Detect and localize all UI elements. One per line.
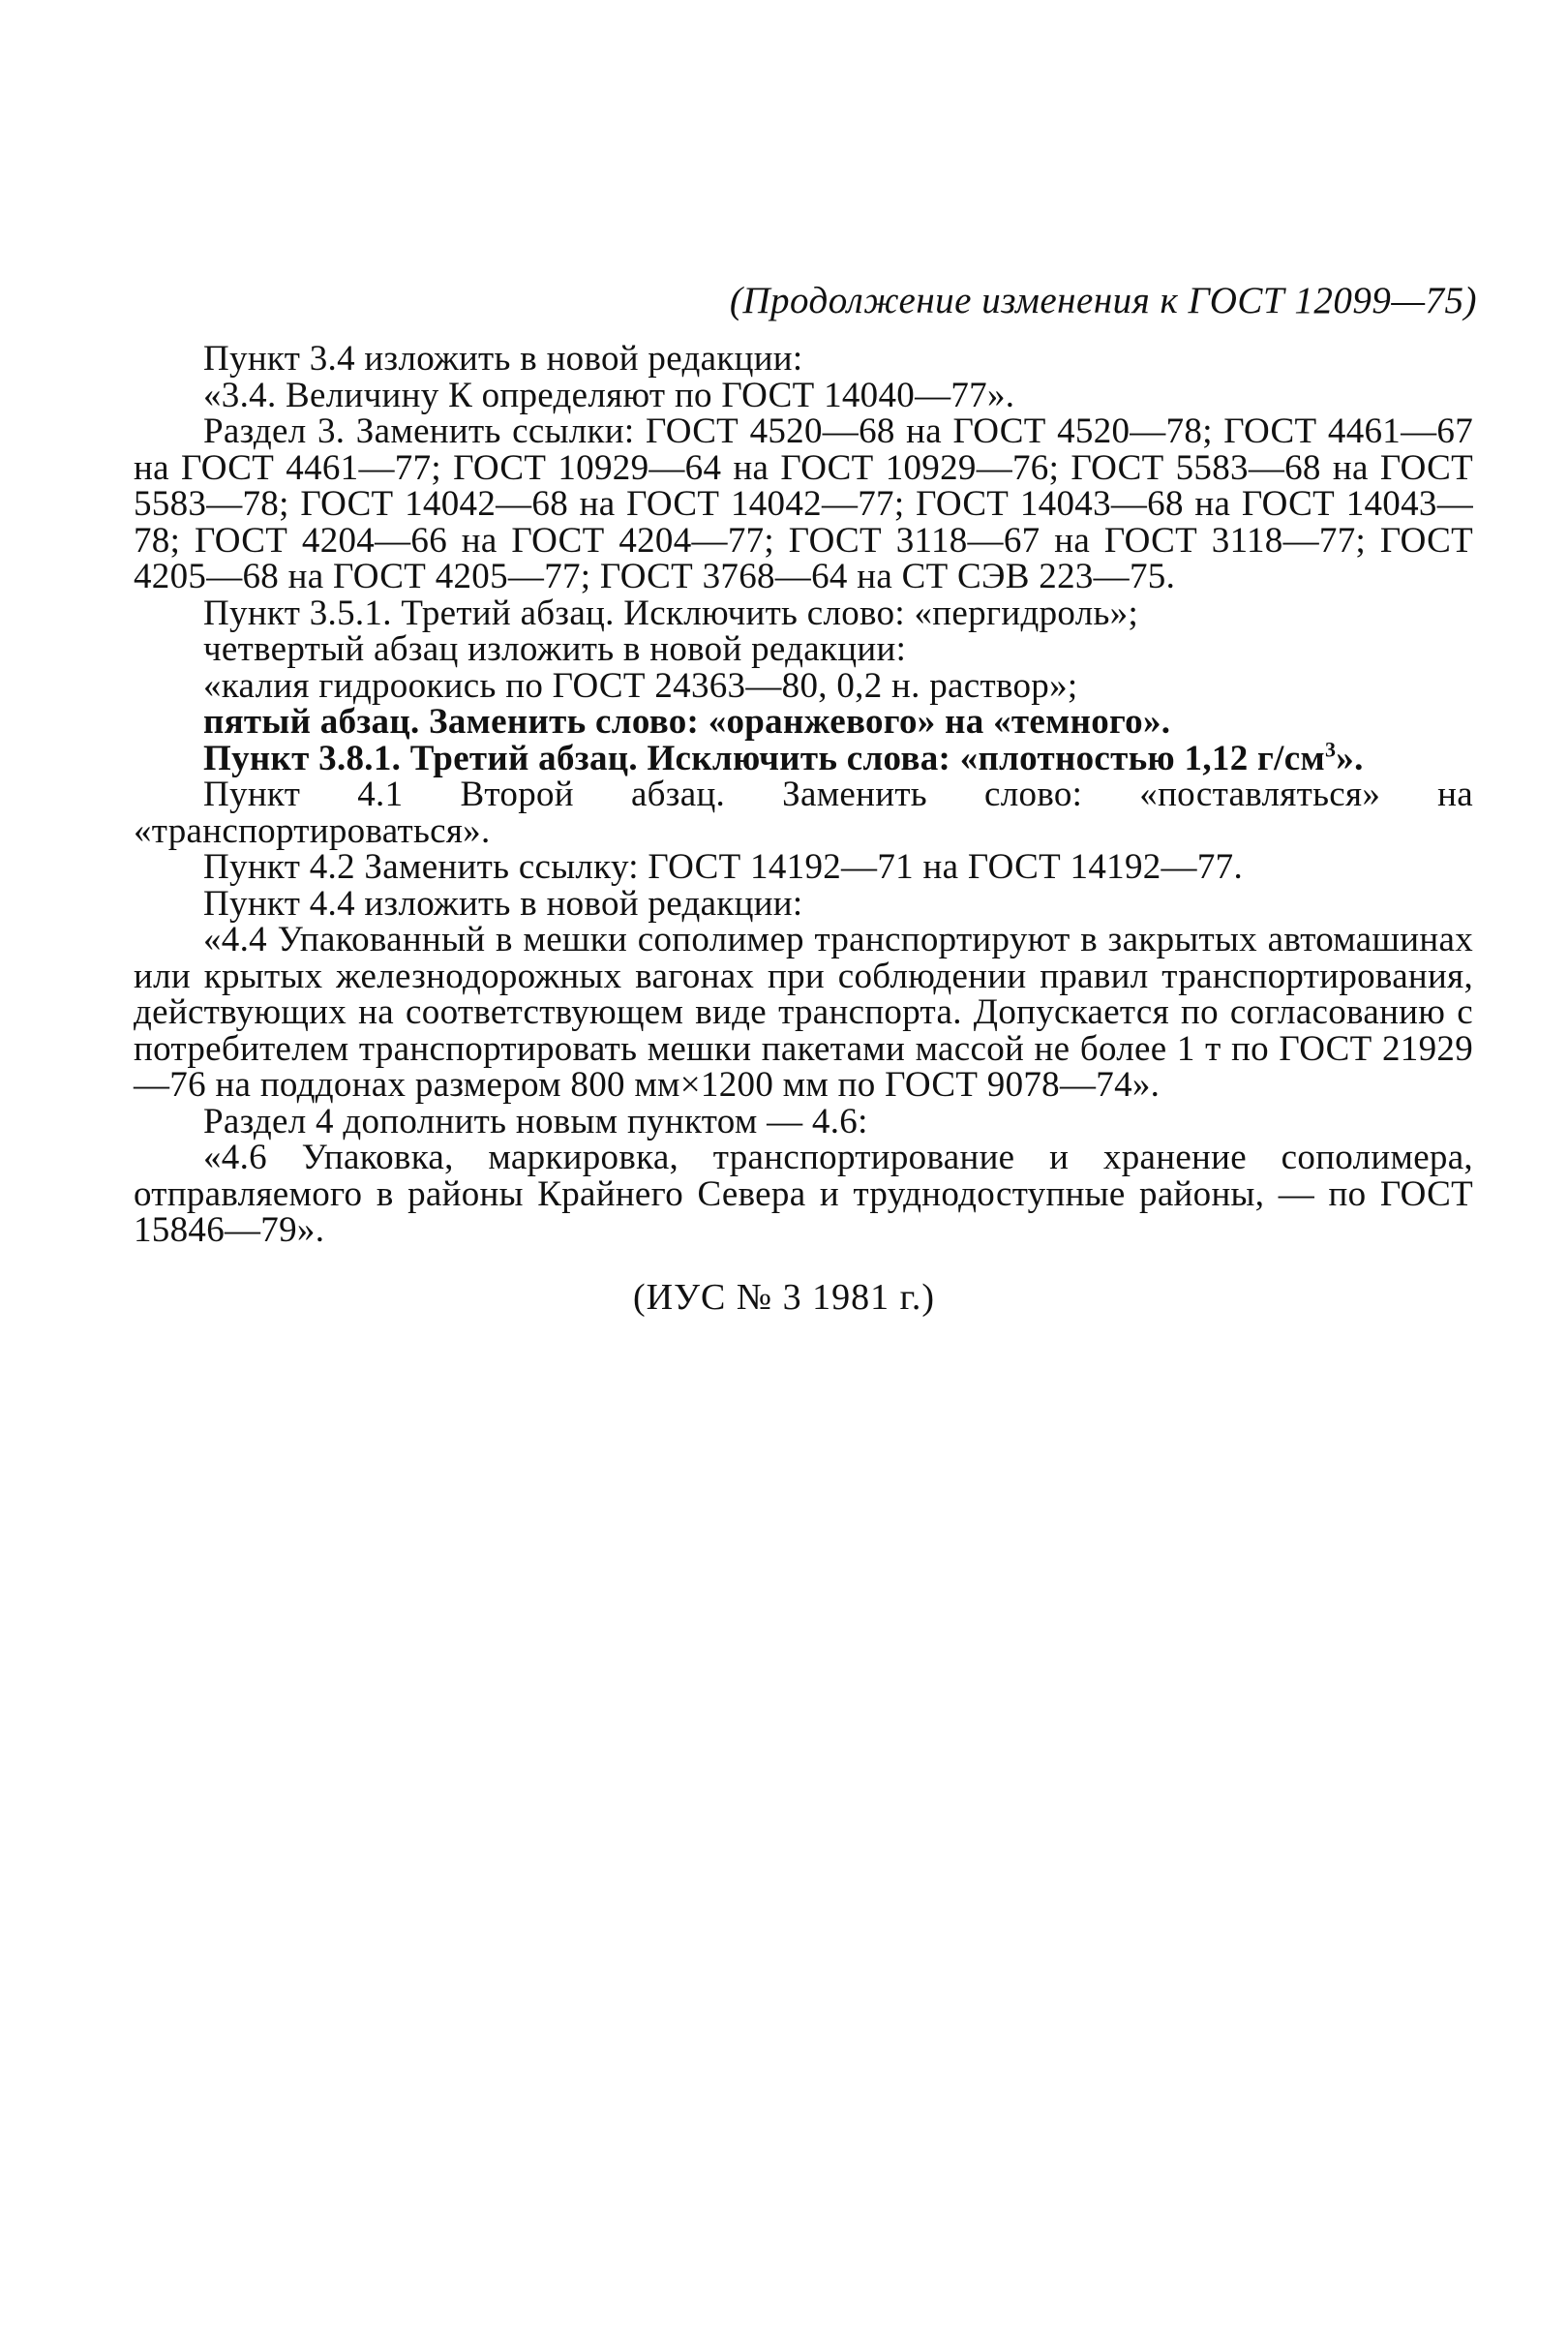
paragraph-3-8-1-main: Пункт 3.8.1. Третий абзац. Исключить слова: «плотностью 1,12 г/см bbox=[203, 738, 1325, 778]
paragraph-fifth-abzac: пятый абзац. Заменить слово: «оранжевого» на «темного». bbox=[203, 702, 1171, 742]
paragraph-4-1: Пункт 4.1 Второй абзац. Заменить слово: «поставляться» на «транспортироваться». bbox=[134, 775, 1473, 851]
paragraph-section-4-addition: Раздел 4 дополнить новым пунктом — 4.6: bbox=[203, 1101, 868, 1141]
paragraph-3-5-1: Пункт 3.5.1. Третий абзац. Исключить слово: «пергидроль»; bbox=[203, 593, 1139, 633]
paragraph-3-8-1-end: ». bbox=[1336, 738, 1364, 778]
page-header: (Продолжение изменения к ГОСТ 12099—75) bbox=[729, 280, 1477, 321]
paragraph-4-4-heading: Пункт 4.4 изложить в новой редакции: bbox=[203, 883, 803, 924]
document-body bbox=[134, 341, 1473, 1249]
paragraph-3-4-heading: Пункт 3.4 изложить в новой редакции: bbox=[203, 339, 803, 379]
paragraph-4-4-text: «4.4 Упакованный в мешки сополимер транспортируют в закрытых автомашинах или крытых железнодорожных вагонах при соблюдении правил транспортирования, действующих на соответствующем виде транспорта. Допускается по согласованию с потребителем транспортировать мешки пакетами массой не более 1 т по ГОСТ 21929—76 на поддонах размером 800 мм×1200 мм по ГОСТ 9078—74». bbox=[134, 920, 1473, 1105]
paragraph-section-3-references: Раздел 3. Заменить ссылки: ГОСТ 4520—68 на ГОСТ 4520—78; ГОСТ 4461—67 на ГОСТ 4461—77; ГОСТ 10929—64 на ГОСТ 10929—76; ГОСТ 5583—68 на ГОСТ 5583—78; ГОСТ 14042—68 на ГОСТ 14042—77; ГОСТ 14043—68 на ГОСТ 14043—78; ГОСТ 4204—66 на ГОСТ 4204—77; ГОСТ 3118—67 на ГОСТ 3118—77; ГОСТ 4205—68 на ГОСТ 4205—77; ГОСТ 3768—64 на СТ СЭВ 223—75. bbox=[134, 411, 1473, 596]
superscript-exponent: 3 bbox=[1324, 737, 1337, 762]
paragraph-4-2: Пункт 4.2 Заменить ссылку: ГОСТ 14192—71 на ГОСТ 14192—77. bbox=[203, 847, 1243, 887]
paragraph-3-8-1 bbox=[134, 737, 1473, 778]
publication-reference: (ИУС № 3 1981 г.) bbox=[632, 1277, 936, 1318]
paragraph-fourth-abzac: четвертый абзац изложить в новой редакции: bbox=[203, 629, 907, 669]
paragraph-3-4-text: «3.4. Величину К определяют по ГОСТ 14040—77». bbox=[203, 375, 1015, 415]
paragraph-potassium-hydroxide: «калия гидроокись по ГОСТ 24363—80, 0,2 н. раствор»; bbox=[203, 665, 1078, 706]
paragraph-4-6-text: «4.6 Упаковка, маркировка, транспортирование и хранение сополимера, отправляемого в районы Крайнего Севера и труднодоступные районы, — по ГОСТ 15846—79». bbox=[134, 1138, 1473, 1250]
